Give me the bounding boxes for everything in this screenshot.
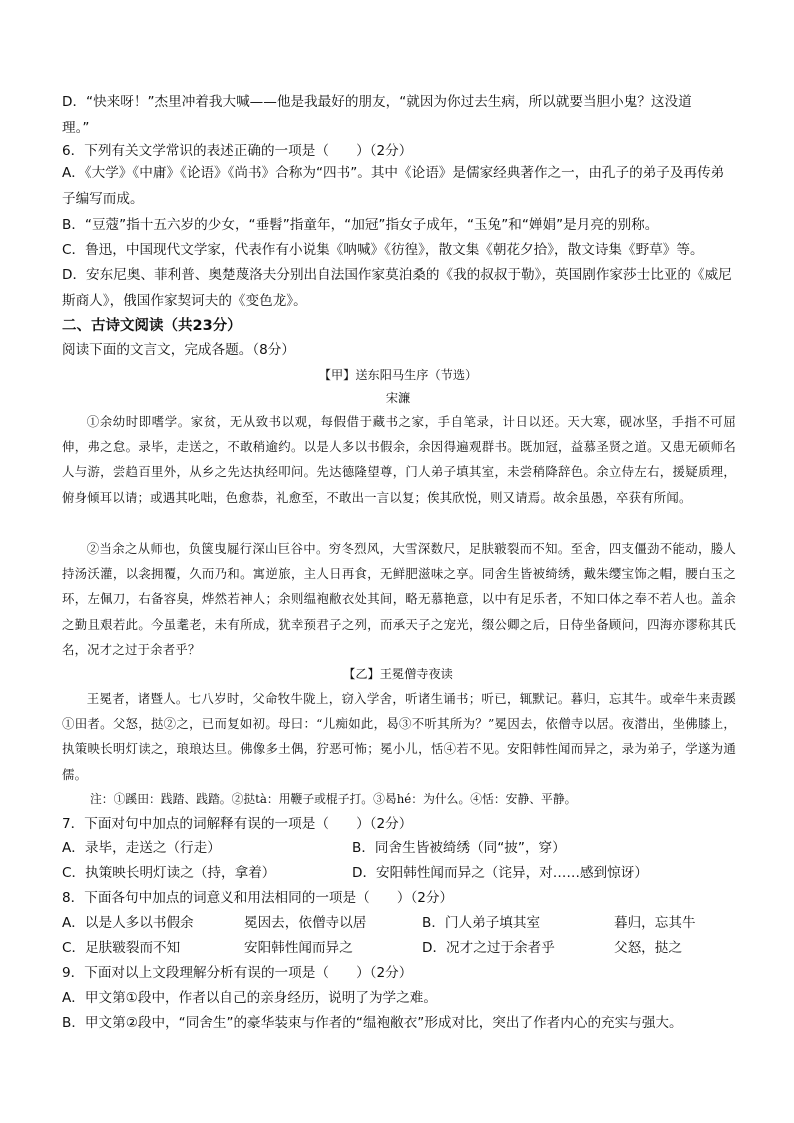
passage-yi-text: 王冕者，诸暨人。七八岁时，父命牧牛陇上，窃入学舍，听诸生诵书；听已，辄默记。暮归，忘其牛。或牵牛来责蹊①田者。父怒，挞②之，已而复如初。母曰：“儿痴如此，曷③不听其所为？”冕因去，依僧寺以居。夜潜出，坐佛膝上，执策映长明灯读之，琅琅达旦。佛像多土偶，狞恶可怖；冕小儿，恬④若不见。安阳韩性闻而异之，录为弟子，学遂为通儒。 bbox=[62, 691, 736, 782]
q8-option-a-sentence1: A．以是人多以书假余 bbox=[62, 915, 194, 931]
q8-option-a-sentence2: 冕因去，依僧寺以居 bbox=[244, 915, 367, 931]
q6-option-a: A．《大学》《中庸》《论语》《尚书》合称为“四书”。其中《论语》是儒家经典著作之一，由孔子的弟子及再传弟子编写而成。 bbox=[62, 165, 725, 207]
q8-option-b-sentence2: 暮归，忘其牛 bbox=[614, 915, 696, 931]
passage-yi-note: 注：①蹊田：践踏、践踏。②挞tà：用鞭子或棍子打。③曷hé：为什么。④恬：安静、平静。 bbox=[90, 792, 577, 806]
q6-option-c: C．鲁迅，中国现代文学家，代表作有小说集《呐喊》《彷徨》，散文集《朝花夕拾》，散文诗集《野草》等。 bbox=[62, 242, 704, 258]
q6-option-b: B．“豆蔻”指十五六岁的少女，“垂髫”指童年，“加冠”指女子成年，“玉兔”和“婵娟”是月亮的别称。 bbox=[62, 217, 659, 233]
q6-stem: 6．下列有关文学常识的表述正确的一项是（ ）（2分） bbox=[62, 143, 413, 159]
q9-option-a: A．甲文第①段中，作者以自己的亲身经历，说明了为学之难。 bbox=[62, 990, 437, 1006]
passage-jia-author: 宋濂 bbox=[385, 391, 411, 405]
passage-jia-title: 【甲】送东阳马生序（节选） bbox=[318, 368, 478, 382]
q7-option-a: A．录毕，走送之（行走） bbox=[62, 840, 221, 856]
q8-option-d-sentence1: D．况才之过于余者乎 bbox=[422, 940, 555, 956]
q8-stem: 8．下面各句中加点的词意义和用法相同的一项是（ ）（2分） bbox=[62, 890, 454, 906]
q8-option-d-sentence2: 父怒，挞之 bbox=[614, 940, 682, 956]
q8-option-c-sentence1: C．足肤皲裂而不知 bbox=[62, 940, 181, 956]
q7-option-b: B．同舍生皆被绮绣（同“披”，穿） bbox=[352, 840, 566, 856]
q5-option-d-line2: 理。” bbox=[62, 120, 90, 136]
q6-option-d: D．安东尼奥、菲利普、奥楚蔑洛夫分别出自法国作家莫泊桑的《我的叔叔于勒》，英国剧作家莎士比亚的《威尼斯商人》，俄国作家契诃夫的《变色龙》。 bbox=[62, 267, 732, 309]
q7-option-d: D．安阳韩性闻而异之（诧异，对……感到惊讶） bbox=[352, 865, 648, 881]
q9-option-b: B．甲文第②段中，“同舍生”的豪华装束与作者的“缊袍敝衣”形成对比，突出了作者内心的充实与强大。 bbox=[62, 1015, 683, 1031]
q7-stem: 7．下面对句中加点的词解释有误的一项是（ ）（2分） bbox=[62, 816, 413, 832]
q8-option-b-sentence1: B．门人弟子填其室 bbox=[422, 915, 541, 931]
passage-jia-para2: ②当余之从师也，负箧曳屣行深山巨谷中。穷冬烈风，大雪深数尺，足肤皲裂而不知。至舍，四支僵劲不能动，媵人持汤沃灌，以衾拥覆，久而乃和。寓逆旅，主人日再食，无鲜肥滋味之享。同舍生皆被绮绣，戴朱缨宝饰之帽，腰白玉之环，左佩刀，右备容臭，烨然若神人；余则缊袍敝衣处其间，略无慕艳意，以中有足乐者，不知口体之奉不若人也。盖余之勤且艰若此。今虽耄老，未有所成，犹幸预君子之列，而承天子之宠光，缀公卿之后，日侍坐备顾问，四海亦谬称其氏名，况才之过于余者乎？ bbox=[62, 541, 736, 657]
q8-option-c-sentence2: 安阳韩性闻而异之 bbox=[244, 940, 353, 956]
q9-stem: 9．下面对以上文段理解分析有误的一项是（ ）（2分） bbox=[62, 965, 413, 981]
q7-option-c: C．执策映长明灯读之（持，拿着） bbox=[62, 865, 276, 881]
passage-jia-para1: ①余幼时即嗜学。家贫，无从致书以观，每假借于藏书之家，手自笔录，计日以还。天大寒，砚冰坚，手指不可屈伸，弗之怠。录毕，走送之，不敢稍逾约。以是人多以书假余，余因得遍观群书。既加冠，益慕圣贤之道。又患无硕师名人与游，尝趋百里外，从乡之先达执经叩问。先达德隆望尊，门人弟子填其室，未尝稍降辞色。余立侍左右，援疑质理，俯身倾耳以请；或遇其叱咄，色愈恭，礼愈至，不敢出一言以复；俟其欣悦，则又请焉。故余虽愚，卒获有所闻。 bbox=[62, 414, 736, 505]
section-instruction: 阅读下面的文言文，完成各题。（8分） bbox=[62, 342, 295, 358]
section-heading: 二、古诗文阅读（共23分） bbox=[62, 318, 242, 334]
q5-option-d-line1: D．“快来呀！”杰里冲着我大喊——他是我最好的朋友，“就因为你过去生病，所以就要当胆小鬼？这没道 bbox=[62, 94, 692, 110]
passage-yi-title: 【乙】王冕僧寺夜读 bbox=[343, 667, 453, 681]
